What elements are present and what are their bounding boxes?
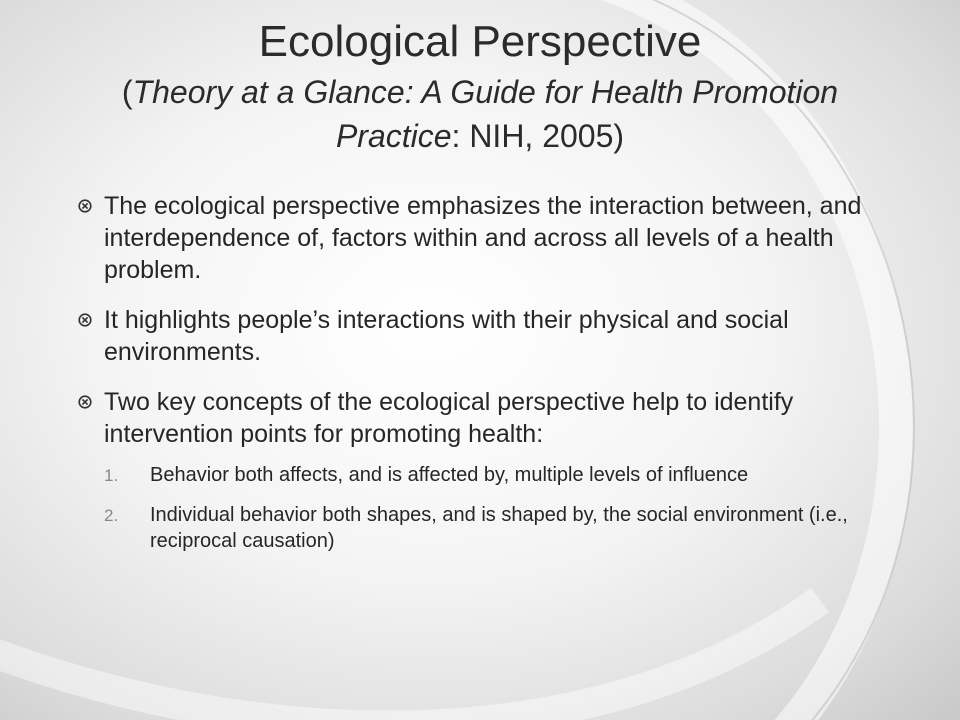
numbered-item xyxy=(104,462,874,488)
numbered-sublist xyxy=(104,462,874,554)
title-source-citation xyxy=(100,70,860,158)
title-main: Ecological Perspective xyxy=(258,17,702,66)
slide-body xyxy=(104,190,874,568)
open-paren: ( xyxy=(121,74,133,110)
circle-x-bullet-icon xyxy=(78,395,92,409)
bullet-item xyxy=(104,190,874,286)
bullet-text: Two key concepts of the ecological perspective help to identify intervention points for promoting health: xyxy=(104,388,794,448)
circle-x-bullet-icon xyxy=(78,313,92,327)
numbered-item xyxy=(104,502,874,554)
source-title: Theory at a Glance: A Guide for Health Promotion Practice xyxy=(132,74,839,154)
bullet-text: The ecological perspective emphasizes the interaction between, and interdependence of, factors within and across all levels of a health problem. xyxy=(104,192,862,284)
bullet-text: It highlights people’s interactions with their physical and social environments. xyxy=(104,306,789,366)
item-text: Behavior both affects, and is affected by, multiple levels of influence xyxy=(150,464,749,486)
slide-title xyxy=(100,14,860,158)
source-rest: : NIH, 2005 xyxy=(451,118,614,154)
bullet-item xyxy=(104,386,874,450)
item-text: Individual behavior both shapes, and is shaped by, the social environment (i.e., reciprocal causation) xyxy=(150,504,848,552)
circle-x-bullet-icon xyxy=(78,199,92,213)
item-number: 1. xyxy=(104,466,119,485)
bullet-item xyxy=(104,304,874,368)
item-number: 2. xyxy=(104,506,119,525)
close-paren: ) xyxy=(613,118,625,154)
